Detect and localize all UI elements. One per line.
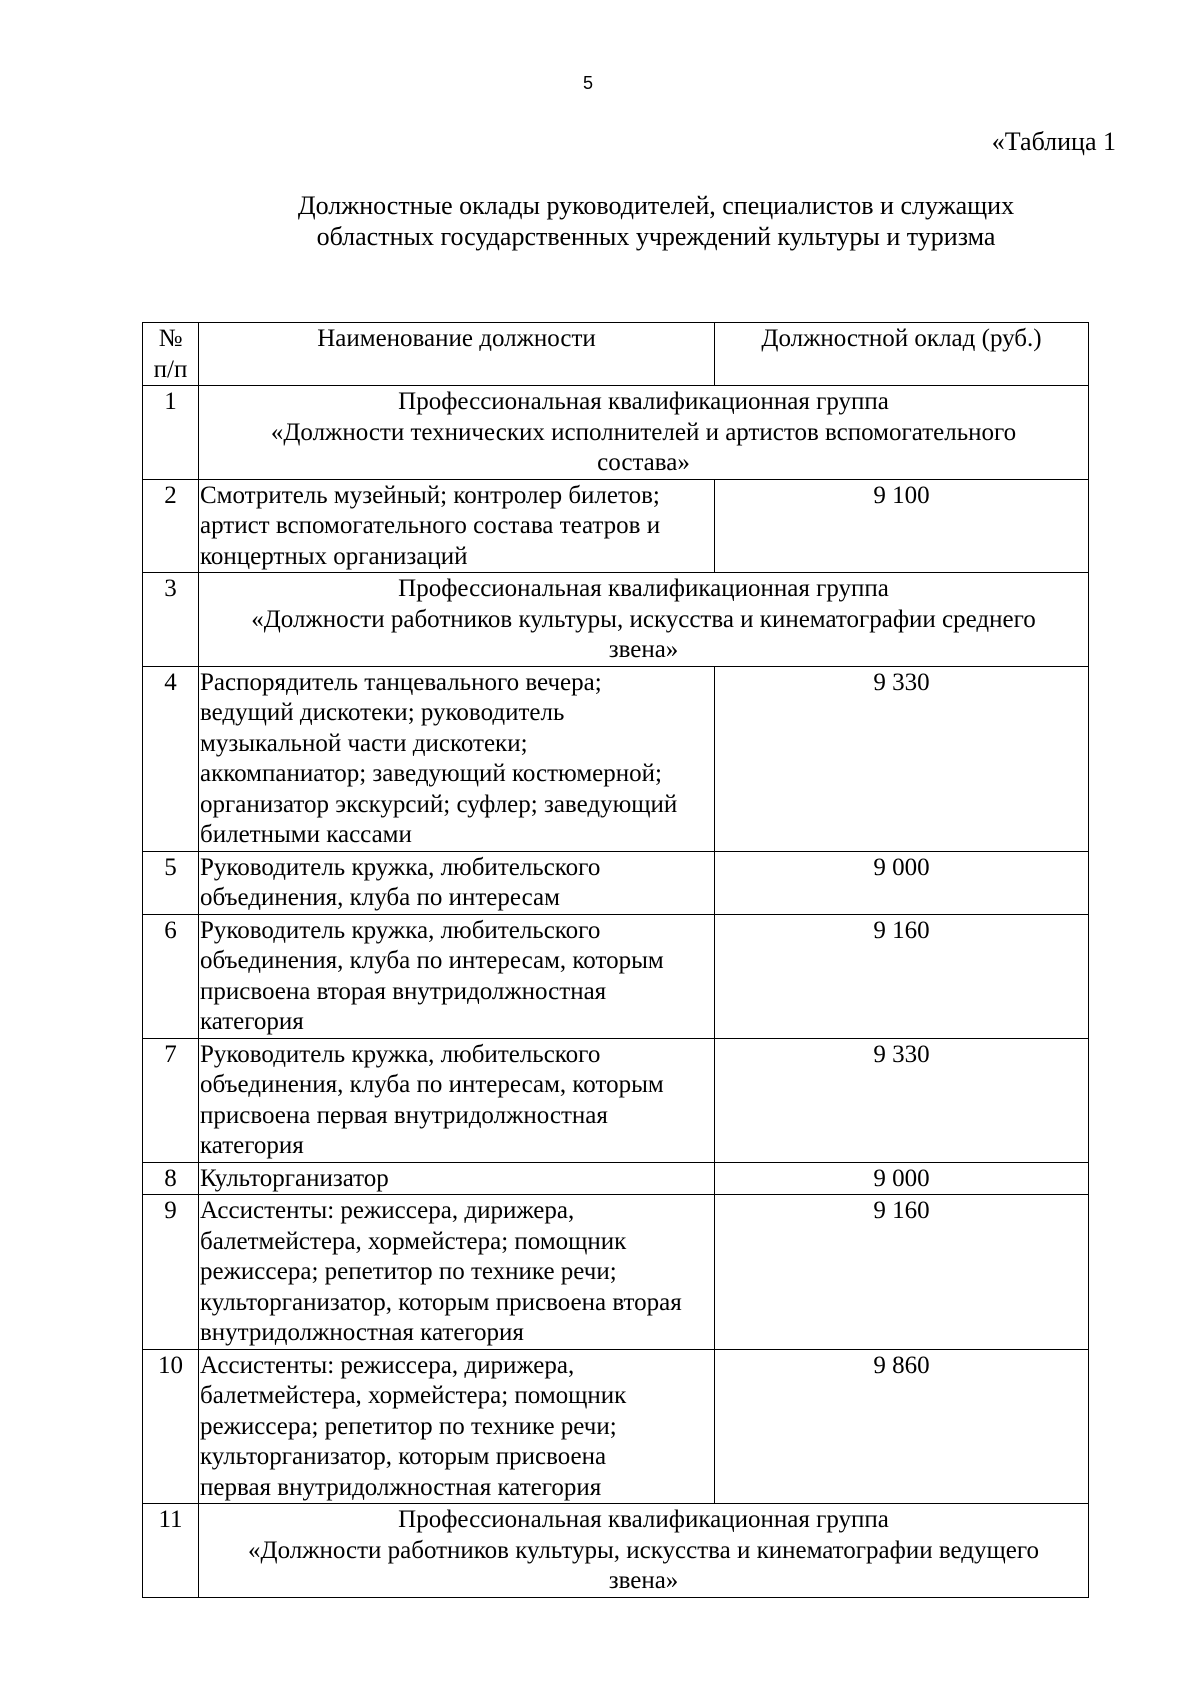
group-line: звена» — [608, 1567, 679, 1594]
position-name-line: категория — [200, 1132, 304, 1159]
row-number: 11 — [143, 1504, 199, 1598]
salary-value: 9 000 — [715, 851, 1089, 914]
position-name — [199, 1195, 715, 1350]
position-name-line: аккомпаниатор; заведующий костюмерной; — [200, 760, 662, 787]
row-number: 2 — [143, 479, 199, 573]
row-number: 10 — [143, 1349, 199, 1504]
row-number: 3 — [143, 573, 199, 667]
page-title — [140, 190, 1172, 252]
title-line: Должностные оклады руководителей, специалистов и служащих — [297, 191, 1015, 220]
position-name — [199, 479, 715, 573]
row-number: 8 — [143, 1162, 199, 1195]
group-row — [143, 1504, 1089, 1598]
group-line: Профессиональная квалификационная группа — [398, 388, 889, 415]
position-name-line: Руководитель кружка, любительского — [200, 1040, 601, 1068]
position-name-line: присвоена первая внутридолжностная — [200, 1101, 608, 1129]
position-name-line: концертных организаций — [200, 542, 468, 570]
position-name-line: Распорядитель танцевального вечера; — [200, 668, 602, 696]
group-line: «Должности работников культуры, искусства и кинематографии среднего — [251, 605, 1036, 633]
salary-value: 9 160 — [715, 914, 1089, 1038]
salary-value: 9 000 — [715, 1162, 1089, 1195]
salary-value: 9 100 — [715, 479, 1089, 573]
position-name-line: Ассистенты: режиссера, дирижера, — [200, 1351, 575, 1379]
position-name-line: билетными кассами — [200, 821, 412, 848]
position-name-line: балетмейстера, хормейстера; помощник — [200, 1227, 627, 1255]
table-body — [143, 386, 1089, 1598]
position-name — [199, 914, 715, 1038]
position-name-line: Культорганизатор — [200, 1164, 389, 1192]
position-name-line: Ассистенты: режиссера, дирижера, — [200, 1197, 575, 1224]
header-number-line: № — [158, 325, 183, 352]
table-row — [143, 851, 1089, 914]
row-number: 1 — [143, 386, 199, 480]
position-name-line: культорганизатор, которым присвоена вторая — [200, 1288, 682, 1316]
table-row — [143, 1162, 1089, 1195]
group-row — [143, 573, 1089, 667]
table-label: «Таблица 1 — [991, 127, 1116, 156]
position-name-line: Руководитель кружка, любительского — [200, 853, 601, 881]
salary-value: 9 860 — [715, 1349, 1089, 1504]
position-name — [199, 851, 715, 914]
table-row — [143, 1038, 1089, 1162]
position-name-line: присвоена вторая внутридолжностная — [200, 977, 607, 1005]
row-number: 9 — [143, 1195, 199, 1350]
group-line: звена» — [608, 636, 679, 663]
position-name-line: Руководитель кружка, любительского — [200, 916, 601, 944]
salary-value: 9 330 — [715, 1038, 1089, 1162]
position-name — [199, 1349, 715, 1504]
table-row — [143, 1349, 1089, 1504]
position-name — [199, 666, 715, 851]
salary-value: 9 160 — [715, 1195, 1089, 1350]
page-number: 5 — [582, 73, 593, 93]
position-name-line: режиссера; репетитор по технике речи; — [200, 1412, 617, 1440]
position-name — [199, 1162, 715, 1195]
group-line: Профессиональная квалификационная группа — [398, 1506, 889, 1533]
row-number: 4 — [143, 666, 199, 851]
position-name-line: категория — [200, 1008, 304, 1035]
header-number — [143, 323, 199, 386]
group-row — [143, 386, 1089, 480]
salary-value: 9 330 — [715, 666, 1089, 851]
salary-table — [142, 322, 1089, 1598]
position-name-line: режиссера; репетитор по технике речи; — [200, 1258, 617, 1285]
header-salary: Должностной оклад (руб.) — [715, 323, 1089, 386]
table-header-row — [143, 323, 1089, 386]
position-name — [199, 1038, 715, 1162]
title-line: областных государственных учреждений культуры и туризма — [316, 222, 996, 251]
group-line: состава» — [597, 449, 690, 476]
table-row — [143, 914, 1089, 1038]
position-name-line: Смотритель музейный; контролер билетов; — [200, 481, 660, 509]
position-name-line: культорганизатор, которым присвоена — [200, 1443, 607, 1470]
table-row — [143, 666, 1089, 851]
row-number: 6 — [143, 914, 199, 1038]
position-name-line: артист вспомогательного состава театров и — [200, 512, 661, 539]
position-name-line: объединения, клуба по интересам, которым — [200, 947, 664, 974]
position-name-line: ведущий дискотеки; руководитель — [200, 699, 565, 726]
table-row — [143, 479, 1089, 573]
row-number: 7 — [143, 1038, 199, 1162]
row-number: 5 — [143, 851, 199, 914]
qualification-group — [199, 386, 1089, 480]
header-number-line: п/п — [153, 355, 188, 383]
position-name-line: внутридолжностная категория — [200, 1319, 524, 1346]
position-name-line: объединения, клуба по интересам, которым — [200, 1071, 664, 1098]
table-row — [143, 1195, 1089, 1350]
position-name-line: организатор экскурсий; суфлер; заведующий — [200, 790, 678, 818]
position-name-line: объединения, клуба по интересам — [200, 884, 560, 911]
position-name-line: музыкальной части дискотеки; — [200, 729, 528, 757]
header-position-name: Наименование должности — [199, 323, 715, 386]
group-line: «Должности работников культуры, искусства и кинематографии ведущего — [248, 1536, 1039, 1564]
group-line: Профессиональная квалификационная группа — [398, 575, 889, 602]
group-line: «Должности технических исполнителей и артистов вспомогательного — [270, 418, 1017, 446]
position-name-line: первая внутридолжностная категория — [200, 1473, 602, 1501]
qualification-group — [199, 1504, 1089, 1598]
qualification-group — [199, 573, 1089, 667]
position-name-line: балетмейстера, хормейстера; помощник — [200, 1382, 627, 1409]
